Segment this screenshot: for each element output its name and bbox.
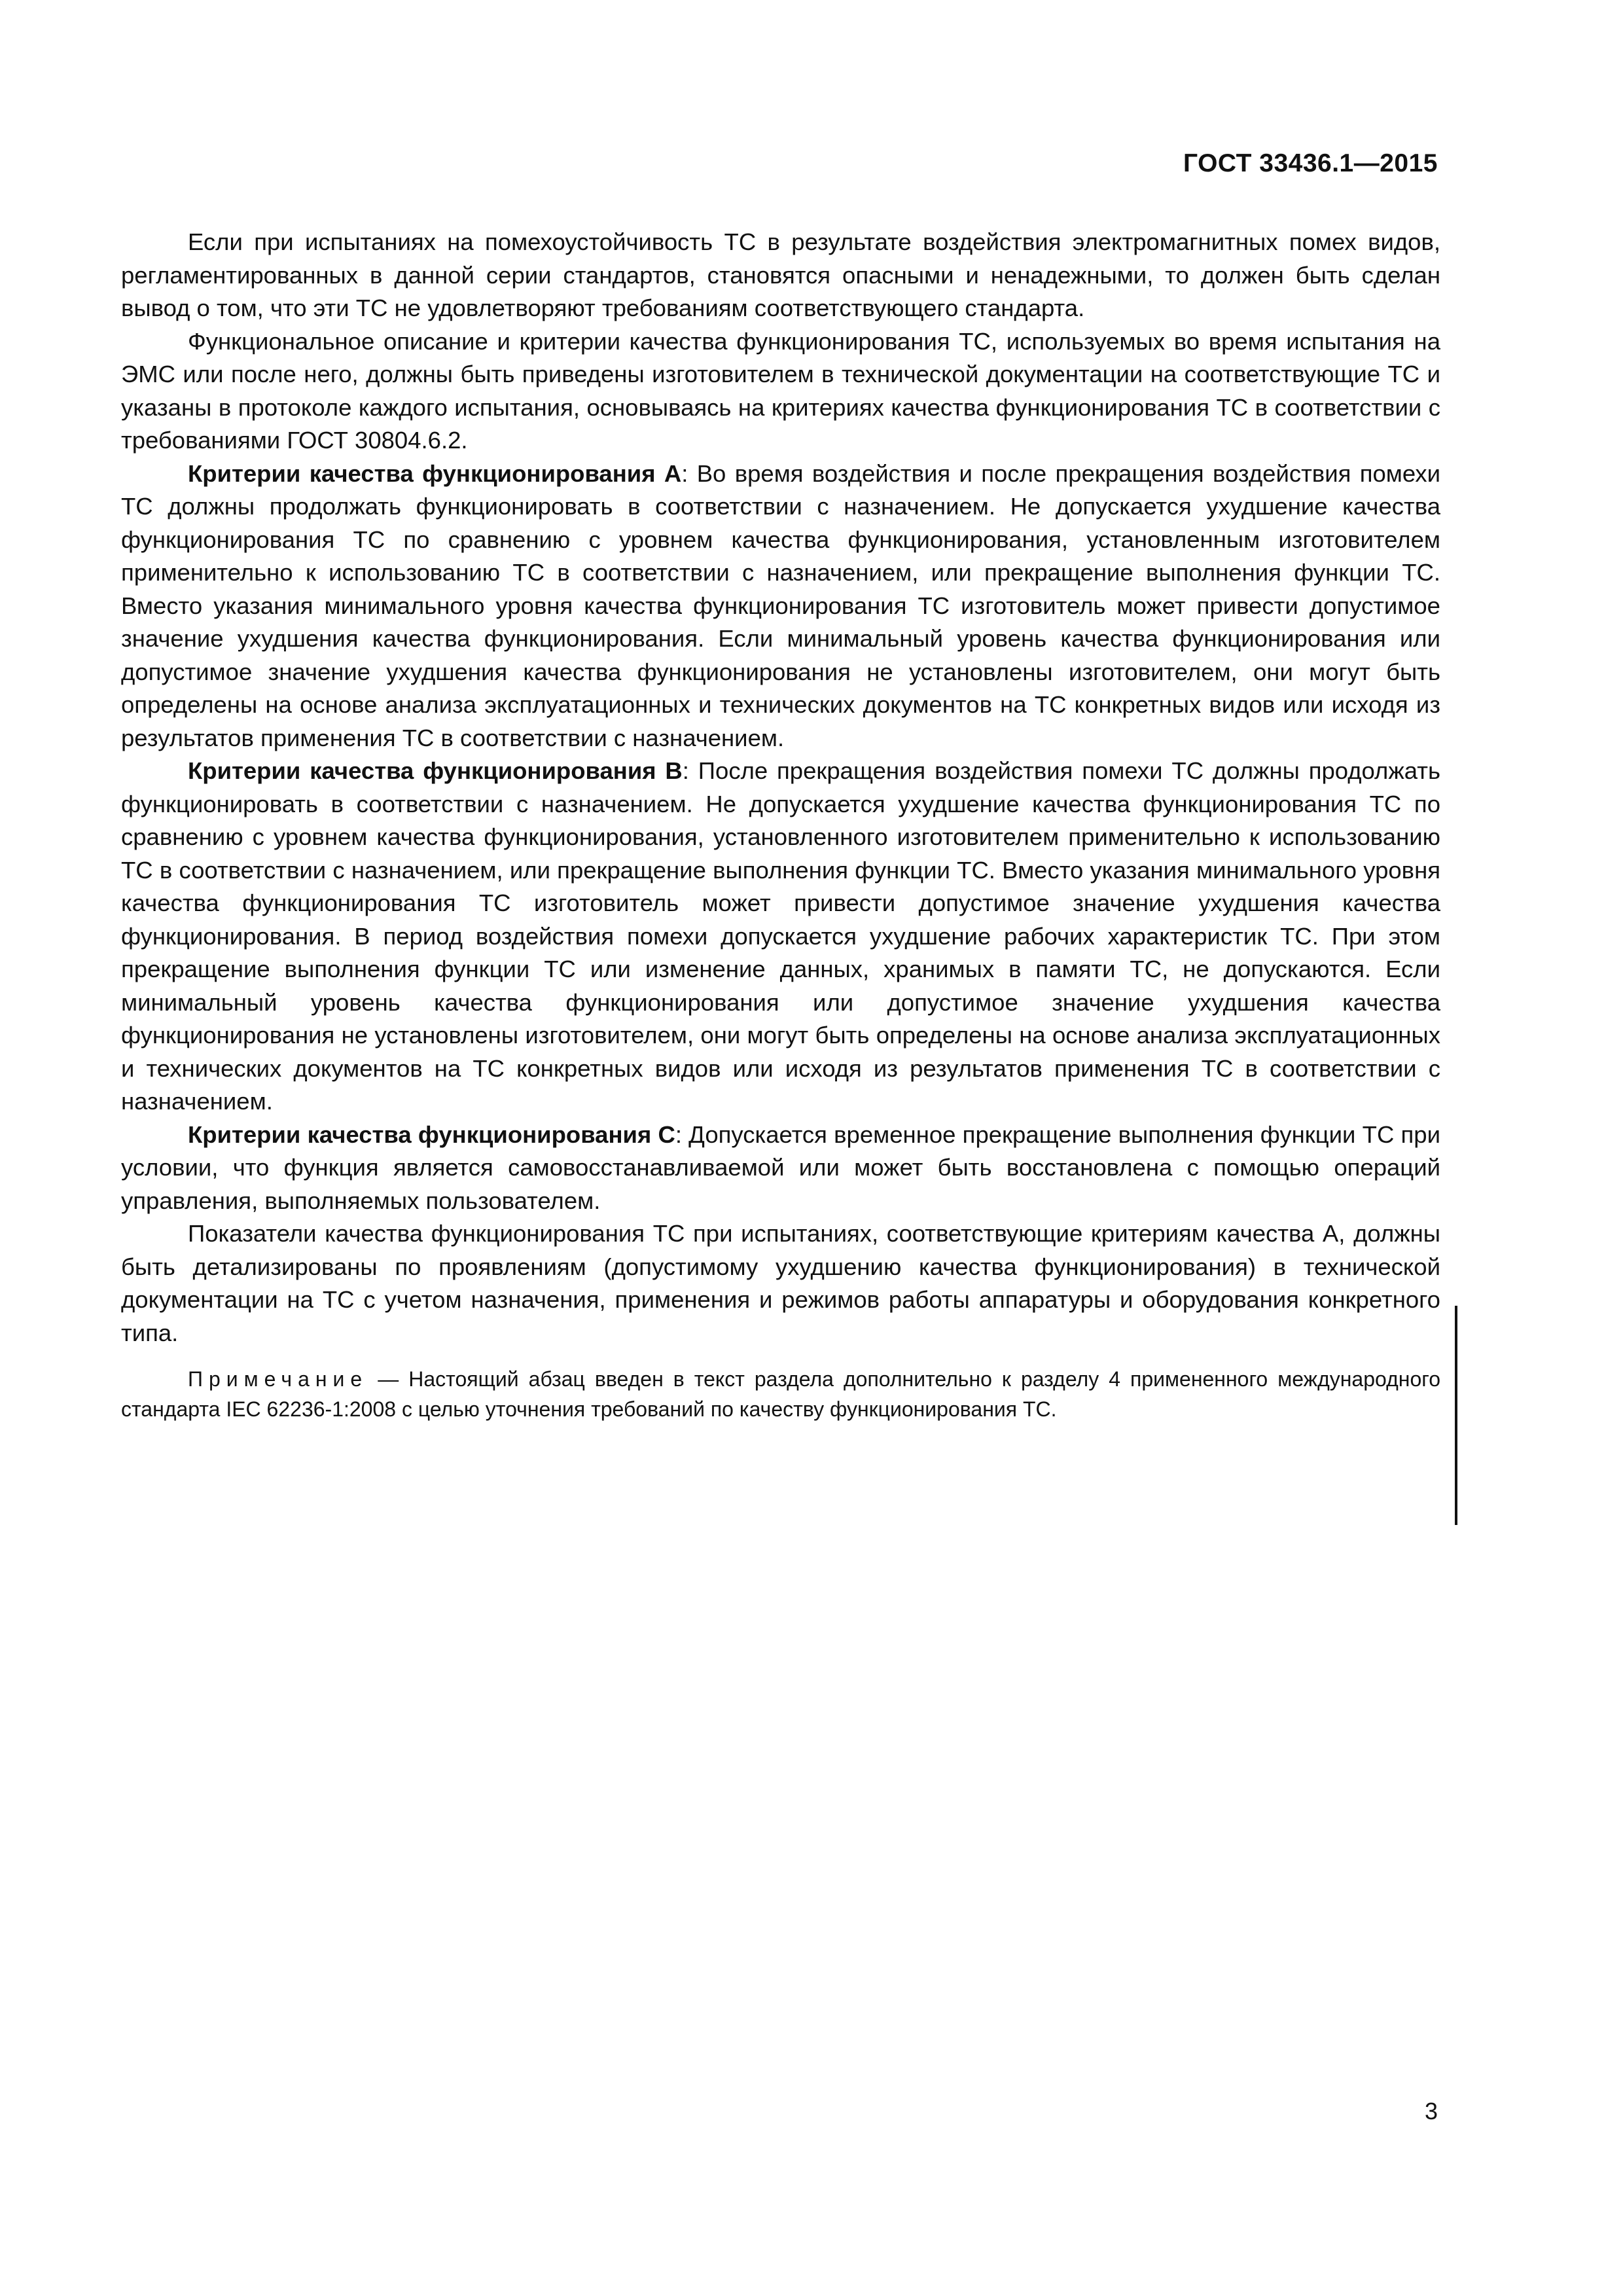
criteria-a-title: Критерии качества функционирования А [188,459,682,487]
criteria-c-paragraph [121,1119,1440,1218]
note-text: — Настоящий абзац введен в текст раздела дополнительно к разделу 4 примененного международного стандарта IEC 62236-1:2008 с целью уточнения требований по качеству функционирования ТС. [121,1367,1440,1421]
closing-paragraph: Показатели качества функционирования ТС при испытаниях, соответствующие критериям качества А, должны быть детализированы по проявлениям (допустимому ухудшению качества функционирования) в технической документации на ТС с учетом назначения, применения и режимов работы аппаратуры и оборудования конкретного типа. [121,1220,1440,1346]
criteria-b-paragraph [121,755,1440,1119]
criteria-b-text: : После прекращения воздействия помехи ТС должны продолжать функционировать в соответствии с назначением. Не допускается ухудшение качества функционирования ТС по сравнению с уровнем качества функционирования, установленного изготовителем применительно к использованию ТС в соответствии с назначением, или прекращение выполнения функции ТС. Вместо указания минимального уровня качества функционирования ТС изготовитель может привести допустимое значение ухудшения качества функционирования. В период воздействия помехи допускается ухудшение рабочих характеристик ТС. При этом прекращение выполнения функции ТС или изменение данных, хранимых в памяти ТС, не допускаются. Если минимальный уровень качества функционирования или допустимое значение ухудшения качества функционирования не установлены изготовителем, они могут быть определены на основе анализа эксплуатационных и технических документов на ТС конкретных видов или исходя из результатов применения ТС в соответствии с назначением. [121,757,1440,1115]
criteria-a-paragraph [121,457,1440,755]
criteria-c-text: : Допускается временное прекращение выполнения функции ТС при условии, что функция является самовосстанавливаемой или может быть восстановлена с помощью операций управления, выполняемых пользователем. [121,1121,1440,1214]
paragraph-functional-description: Функциональное описание и критерии качества функционирования ТС, используемых во время испытания на ЭМС или после него, должны быть приведены изготовителем в технической документации на соответствующие ТС и указаны в протоколе каждого испытания, основываясь на критериях качества функционирования ТС в соответствии с требованиями ГОСТ 30804.6.2. [121,327,1440,454]
criteria-b-title: Критерии качества функционирования В [188,757,683,784]
page-number: 3 [1424,2098,1438,2125]
note [121,1364,1440,1424]
criteria-c-title: Критерии качества функционирования С [188,1121,675,1148]
document-body [121,226,1440,1424]
note-label: Примечание [188,1367,368,1391]
document-code-header: ГОСТ 33436.1—2015 [1183,149,1438,177]
paragraph-failure-conclusion: Если при испытаниях на помехоустойчивость ТС в результате воздействия электромагнитных помех видов, регламентированных в данной серии стандартов, становятся опасными и ненадежными, то должен быть сделан вывод о том, что эти ТС не удовлетворяют требованиям соответствующего стандарта. [121,228,1440,321]
change-bar [1455,1306,1457,1525]
criteria-a-text: : Во время воздействия и после прекращения воздействия помехи ТС должны продолжать функционировать в соответствии с назначением. Не допускается ухудшение качества функционирования ТС по сравнению с уровнем качества функционирования, установленным изготовителем применительно к использованию ТС в соответствии с назначением, или прекращение выполнения функции ТС. Вместо указания минимального уровня качества функционирования ТС изготовитель может привести допустимое значение ухудшения качества функционирования. Если минимальный уровень качества функционирования или допустимое значение ухудшения качества функционирования не установлены изготовителем, они могут быть определены на основе анализа эксплуатационных и технических документов на ТС конкретных видов или исходя из результатов применения ТС в соответствии с назначением. [121,459,1440,751]
